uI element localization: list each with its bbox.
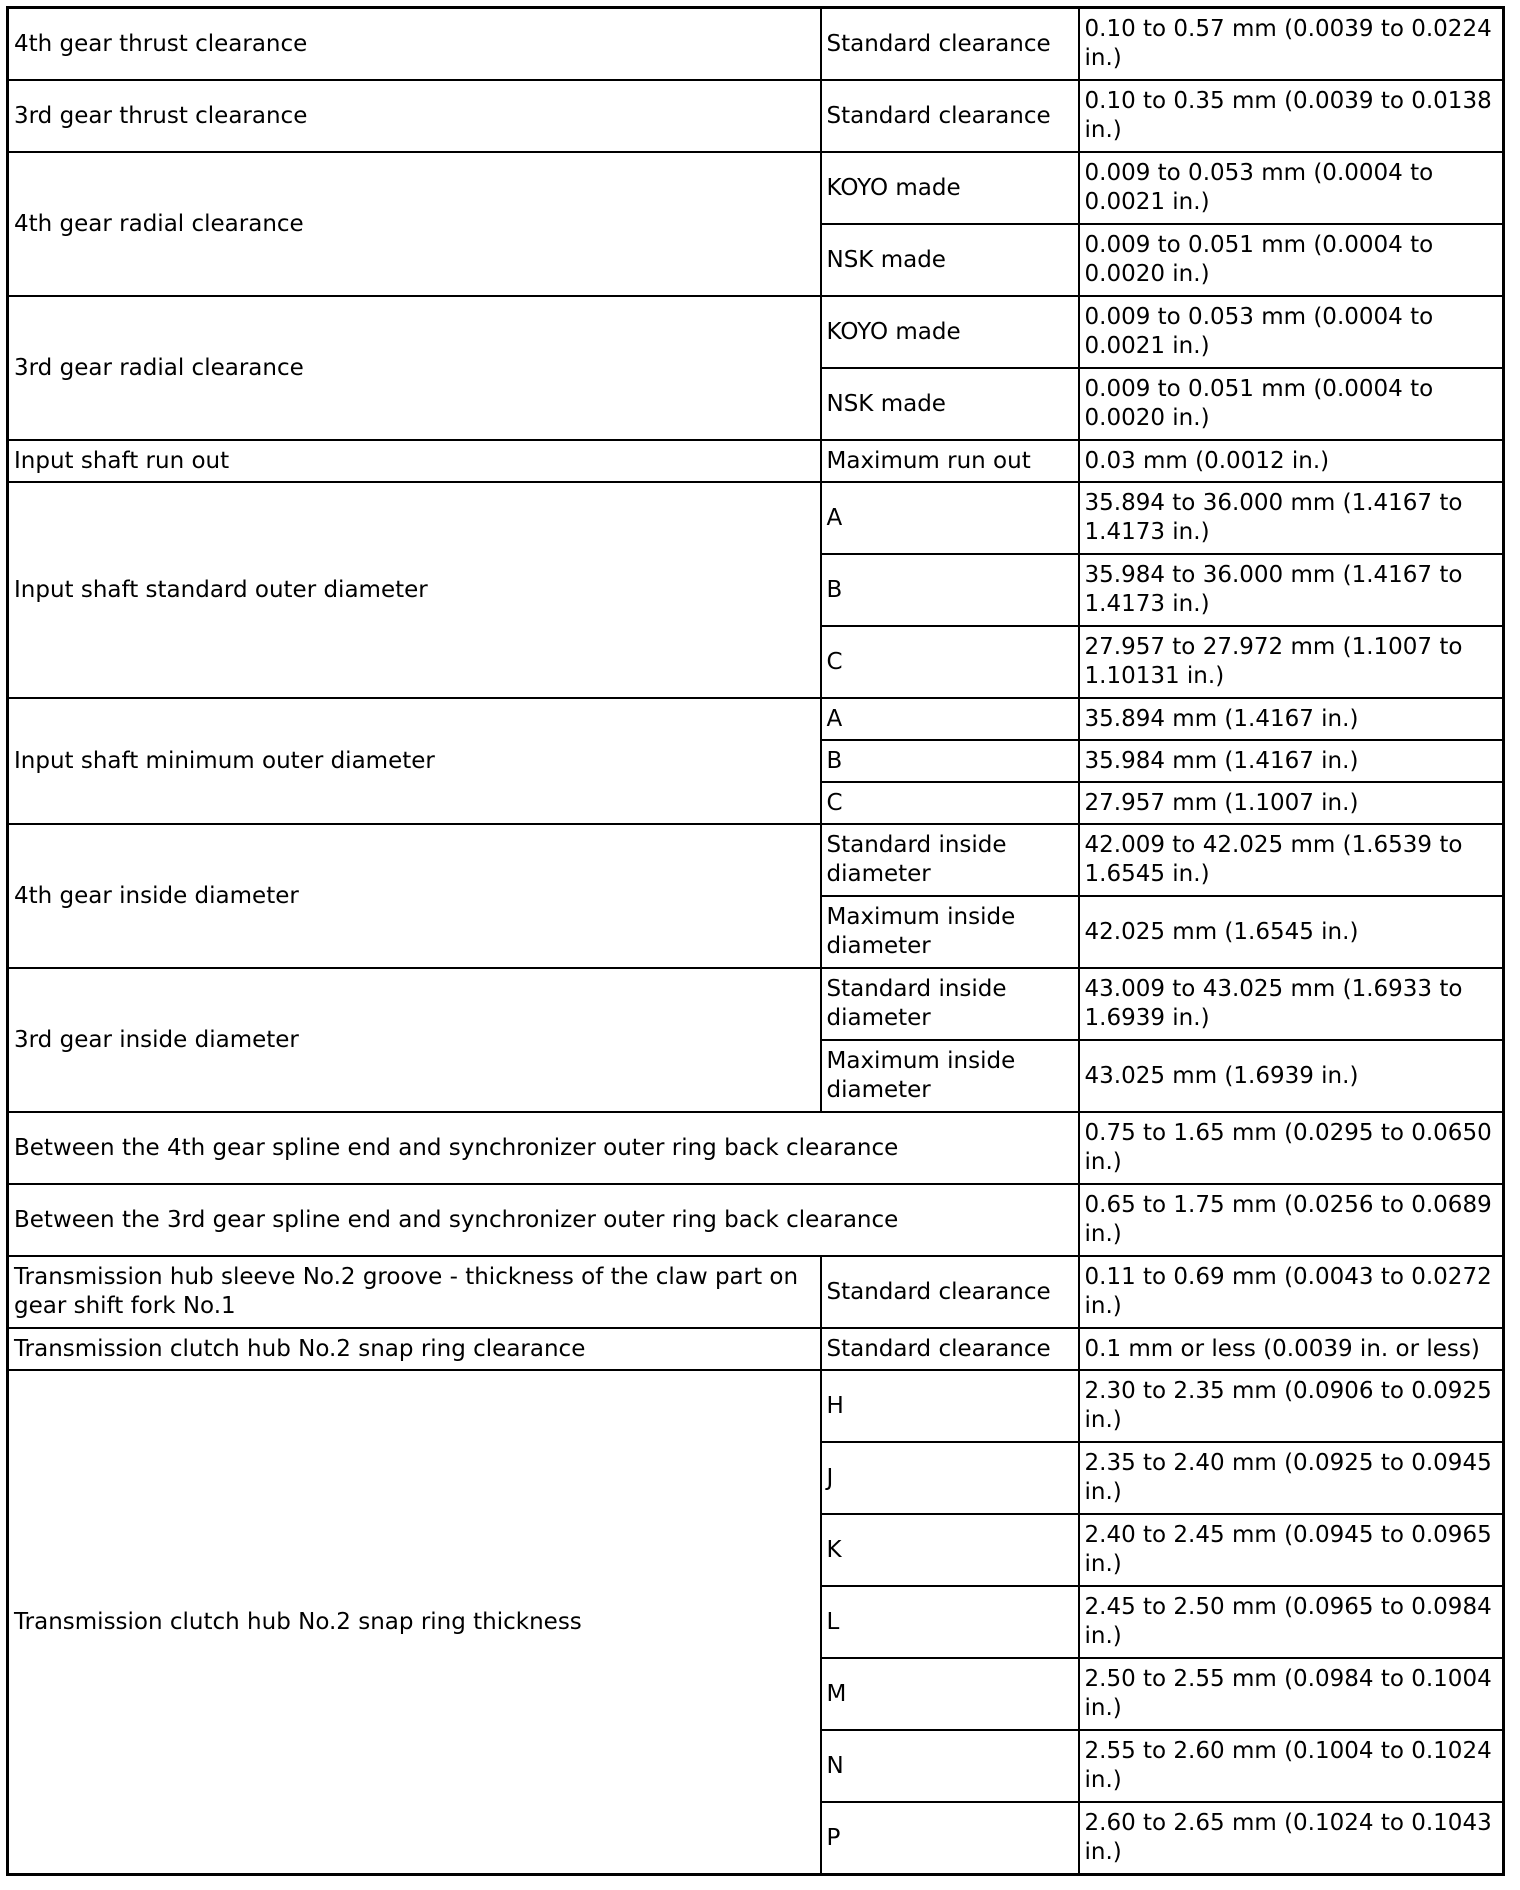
table-row [8,1328,1504,1370]
value-cell: 2.55 to 2.60 mm (0.1004 to 0.1024 in.) [1079,1730,1504,1802]
condition-cell: KOYO made [821,296,1079,368]
table-row [8,80,1504,152]
condition-cell: H [821,1370,1079,1442]
value-cell: 2.60 to 2.65 mm (0.1024 to 0.1043 in.) [1079,1802,1504,1875]
value-cell: 0.65 to 1.75 mm (0.0256 to 0.0689 in.) [1079,1184,1504,1256]
value-cell: 35.894 mm (1.4167 in.) [1079,698,1504,740]
condition-cell: Maximum inside diameter [821,896,1079,968]
value-cell: 43.009 to 43.025 mm (1.6933 to 1.6939 in.) [1079,968,1504,1040]
item-cell: Between the 3rd gear spline end and synchronizer outer ring back clearance [8,1184,1079,1256]
item-cell: 3rd gear radial clearance [8,296,821,440]
condition-cell: C [821,782,1079,824]
value-cell: 0.10 to 0.35 mm (0.0039 to 0.0138 in.) [1079,80,1504,152]
condition-cell: Maximum inside diameter [821,1040,1079,1112]
item-cell: Transmission hub sleeve No.2 groove - thickness of the claw part on gear shift fork No.1 [8,1256,821,1328]
value-cell: 0.11 to 0.69 mm (0.0043 to 0.0272 in.) [1079,1256,1504,1328]
condition-cell: Maximum run out [821,440,1079,482]
value-cell: 0.009 to 0.051 mm (0.0004 to 0.0020 in.) [1079,224,1504,296]
table-row [8,1184,1504,1256]
condition-cell: L [821,1586,1079,1658]
condition-cell: C [821,626,1079,698]
value-cell: 42.025 mm (1.6545 in.) [1079,896,1504,968]
table-row [8,968,1504,1040]
value-cell: 2.45 to 2.50 mm (0.0965 to 0.0984 in.) [1079,1586,1504,1658]
condition-cell: J [821,1442,1079,1514]
table-row [8,698,1504,740]
item-cell: Input shaft minimum outer diameter [8,698,821,824]
table-row [8,824,1504,896]
table-row [8,440,1504,482]
item-cell: Between the 4th gear spline end and synchronizer outer ring back clearance [8,1112,1079,1184]
spec-table [6,6,1505,1876]
table-row [8,296,1504,368]
item-cell: 4th gear radial clearance [8,152,821,296]
value-cell: 35.984 to 36.000 mm (1.4167 to 1.4173 in.) [1079,554,1504,626]
item-cell: Transmission clutch hub No.2 snap ring clearance [8,1328,821,1370]
value-cell: 35.984 mm (1.4167 in.) [1079,740,1504,782]
value-cell: 27.957 mm (1.1007 in.) [1079,782,1504,824]
condition-cell: KOYO made [821,152,1079,224]
condition-cell: NSK made [821,368,1079,440]
value-cell: 43.025 mm (1.6939 in.) [1079,1040,1504,1112]
condition-cell: P [821,1802,1079,1875]
value-cell: 0.009 to 0.051 mm (0.0004 to 0.0020 in.) [1079,368,1504,440]
value-cell: 0.10 to 0.57 mm (0.0039 to 0.0224 in.) [1079,8,1504,81]
item-cell: Transmission clutch hub No.2 snap ring thickness [8,1370,821,1875]
table-row [8,152,1504,224]
condition-cell: Standard clearance [821,8,1079,81]
condition-cell: Standard inside diameter [821,968,1079,1040]
item-cell: Input shaft run out [8,440,821,482]
value-cell: 2.35 to 2.40 mm (0.0925 to 0.0945 in.) [1079,1442,1504,1514]
value-cell: 27.957 to 27.972 mm (1.1007 to 1.10131 in.) [1079,626,1504,698]
condition-cell: A [821,482,1079,554]
value-cell: 2.50 to 2.55 mm (0.0984 to 0.1004 in.) [1079,1658,1504,1730]
item-cell: 3rd gear thrust clearance [8,80,821,152]
condition-cell: K [821,1514,1079,1586]
condition-cell: B [821,554,1079,626]
table-row [8,482,1504,554]
table-row [8,1256,1504,1328]
item-cell: 3rd gear inside diameter [8,968,821,1112]
table-row [8,1370,1504,1442]
condition-cell: N [821,1730,1079,1802]
value-cell: 0.1 mm or less (0.0039 in. or less) [1079,1328,1504,1370]
value-cell: 35.894 to 36.000 mm (1.4167 to 1.4173 in.) [1079,482,1504,554]
condition-cell: A [821,698,1079,740]
condition-cell: Standard inside diameter [821,824,1079,896]
condition-cell: Standard clearance [821,80,1079,152]
condition-cell: M [821,1658,1079,1730]
value-cell: 0.009 to 0.053 mm (0.0004 to 0.0021 in.) [1079,296,1504,368]
item-cell: 4th gear thrust clearance [8,8,821,81]
value-cell: 0.009 to 0.053 mm (0.0004 to 0.0021 in.) [1079,152,1504,224]
value-cell: 2.30 to 2.35 mm (0.0906 to 0.0925 in.) [1079,1370,1504,1442]
condition-cell: Standard clearance [821,1328,1079,1370]
table-row [8,1112,1504,1184]
condition-cell: B [821,740,1079,782]
condition-cell: Standard clearance [821,1256,1079,1328]
value-cell: 0.03 mm (0.0012 in.) [1079,440,1504,482]
value-cell: 0.75 to 1.65 mm (0.0295 to 0.0650 in.) [1079,1112,1504,1184]
value-cell: 2.40 to 2.45 mm (0.0945 to 0.0965 in.) [1079,1514,1504,1586]
condition-cell: NSK made [821,224,1079,296]
value-cell: 42.009 to 42.025 mm (1.6539 to 1.6545 in.) [1079,824,1504,896]
item-cell: Input shaft standard outer diameter [8,482,821,698]
item-cell: 4th gear inside diameter [8,824,821,968]
table-row [8,8,1504,81]
